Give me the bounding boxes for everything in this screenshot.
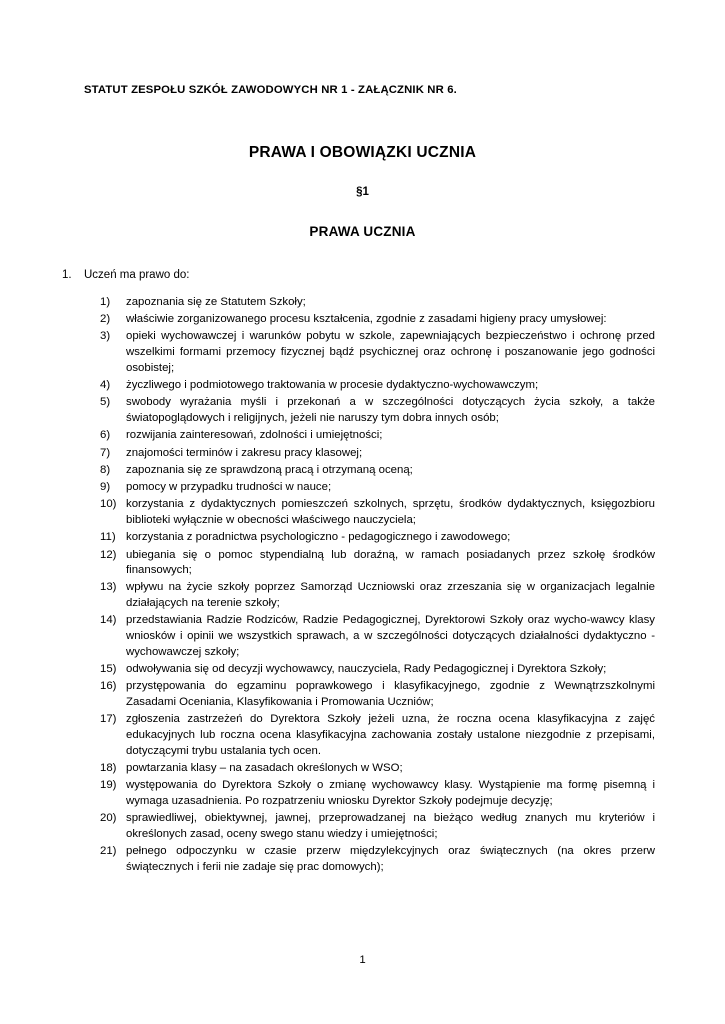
list-item xyxy=(100,580,655,611)
section-mark: §1 xyxy=(356,186,369,198)
list-item-text: zgłoszenia zastrzeżeń do Dyrektora Szkoły jeżeli uzna, że roczna ocena klasyfikacyjna z zajęć edukacyjnych lub roczna ocena klasyfikacyjna zachowania zostały ustalone niezgodnie z przepisami, dotyczącymi trybu ustalania tych ocen. xyxy=(126,713,655,757)
list-item-marker: 18) xyxy=(100,762,117,775)
list-item-text: występowania do Dyrektora Szkoły o zmianę wychowawcy klasy. Wystąpienie ma formę pisemną i wymaga uzasadnienia. Po rozpatrzeniu wniosku Dyrektor Szkoły podejmuje decyzję; xyxy=(126,779,655,808)
list-item-marker: 11) xyxy=(100,531,116,544)
lead-text: Uczeń ma prawo do: xyxy=(84,269,190,281)
list-item-marker: 9) xyxy=(100,481,111,494)
list-item xyxy=(100,480,655,496)
list-item-marker: 5) xyxy=(100,396,111,409)
list-item-text: odwoływania się od decyzji wychowawcy, nauczyciela, Rady Pedagogicznej i Dyrektora Szkoły; xyxy=(126,663,607,676)
list-item-text: wpływu na życie szkoły poprzez Samorząd Uczniowski oraz zrzeszania się w organizacjach legalnie działających na terenie szkoły; xyxy=(126,581,655,610)
list-item xyxy=(100,761,655,777)
list-item-text: przystępowania do egzaminu poprawkowego i klasyfikacyjnego, zgodnie z Wewnątrzszkolnymi Zasadami Oceniania, Klasyfikowania i Promowania Uczniów; xyxy=(126,680,655,709)
list-item-marker: 21) xyxy=(100,845,117,858)
list-item-text: przedstawiania Radzie Rodziców, Radzie Pedagogicznej, Dyrektorowi Szkoły oraz wycho-wawcy klasy wniosków i opinii we wszystkich sprawach, a w szczególności dotyczących działalności dydaktyczno - wychowawczej szkoły; xyxy=(126,614,655,658)
list-item-marker: 7) xyxy=(100,446,111,459)
list-item-text: zapoznania się ze sprawdzoną pracą i otrzymaną oceną; xyxy=(126,463,413,476)
list-item-text: życzliwego i podmiotowego traktowania w procesie dydaktyczno-wychowawczym; xyxy=(126,379,539,392)
list-item-marker: 1) xyxy=(100,296,111,308)
list-item-marker: 20) xyxy=(100,812,117,825)
list-item xyxy=(100,428,655,444)
list-item xyxy=(100,295,655,311)
list-item-marker: 3) xyxy=(100,330,111,343)
list-item-marker: 8) xyxy=(100,463,111,476)
list-item-marker: 4) xyxy=(100,379,111,392)
list-item-marker: 17) xyxy=(100,713,117,726)
list-item-marker: 6) xyxy=(100,429,111,442)
document-header: STATUT ZESPOŁU SZKÓŁ ZAWODOWYCH NR 1 - ZAŁĄCZNIK NR 6. xyxy=(84,84,457,96)
list-item-text: rozwijania zainteresowań, zdolności i umiejętności; xyxy=(126,429,383,442)
list-item-marker: 13) xyxy=(100,581,117,594)
list-item xyxy=(100,548,655,579)
list-item xyxy=(100,679,655,710)
list-item xyxy=(100,378,655,394)
list-item xyxy=(100,778,655,809)
list-item-text: korzystania z dydaktycznych pomieszczeń szkolnych, sprzętu, środków dydaktycznych, księgozbioru biblioteki wyłącznie w obecności właściwego nauczyciela; xyxy=(126,498,655,527)
page-number: 1 xyxy=(359,954,366,966)
list-item-marker: 19) xyxy=(100,779,117,792)
list-item-marker: 10) xyxy=(100,498,117,511)
list-item xyxy=(100,712,655,759)
list-item-text: znajomości terminów i zakresu pracy klasowej; xyxy=(126,446,363,459)
list-item-text: swobody wyrażania myśli i przekonań a w szczególności dotyczących życia szkoły, a także światopoglądowych i religijnych, jeżeli nie naruszy tym dobra innych osób; xyxy=(126,396,655,425)
list-item-text: pełnego odpoczynku w czasie przerw międzylekcyjnych oraz świątecznych (na okres przerw świątecznych i ferii nie zadaje się prac domowych); xyxy=(126,845,655,873)
list-item xyxy=(100,613,655,660)
list-item-marker: 12) xyxy=(100,548,117,561)
list-item xyxy=(100,844,655,875)
page-title: PRAWA I OBOWIĄZKI UCZNIA xyxy=(248,144,477,161)
lead-number: 1. xyxy=(62,269,72,281)
list-item xyxy=(100,463,655,479)
list-item xyxy=(100,395,655,426)
list-item xyxy=(100,530,655,546)
list-item-text: właściwie zorganizowanego procesu kształcenia, zgodnie z zasadami higieny pracy umysłowej: xyxy=(126,313,607,326)
list-item xyxy=(100,497,655,528)
list-item-text: pomocy w przypadku trudności w nauce; xyxy=(126,481,332,494)
list-item-text: ubiegania się o pomoc stypendialną lub doraźną, w ramach posiadanych przez szkołę środków finansowych; xyxy=(126,548,655,577)
list-item-text: opieki wychowawczej i warunków pobytu w szkole, zapewniających bezpieczeństwo i ochronę przed wszelkimi formami przemocy fizycznej bądź psychicznej oraz ochronę i poszanowanie jego godności osobistej; xyxy=(126,330,655,374)
rights-list xyxy=(62,295,663,876)
section-title: PRAWA UCZNIA xyxy=(309,224,416,239)
list-item-text: zapoznania się ze Statutem Szkoły; xyxy=(126,296,306,308)
list-item-marker: 2) xyxy=(100,313,111,326)
list-item xyxy=(100,446,655,462)
list-item-text: sprawiedliwej, obiektywnej, jawnej, przeprowadzanej na bieżąco według znanych mu kryteriów i określonych zasad, oceny swego stanu wiedzy i umiejętności; xyxy=(126,812,655,840)
list-item xyxy=(100,329,655,376)
list-item-marker: 16) xyxy=(100,680,117,693)
list-item xyxy=(100,662,655,678)
list-item-text: korzystania z poradnictwa psychologiczno - pedagogicznego i zawodowego; xyxy=(126,531,511,544)
list-item-marker: 14) xyxy=(100,614,117,627)
lead-paragraph xyxy=(62,269,663,281)
list-item-text: powtarzania klasy – na zasadach określonych w WSO; xyxy=(126,762,403,775)
list-item xyxy=(100,312,655,328)
list-item-marker: 15) xyxy=(100,663,117,676)
list-item xyxy=(100,811,655,842)
